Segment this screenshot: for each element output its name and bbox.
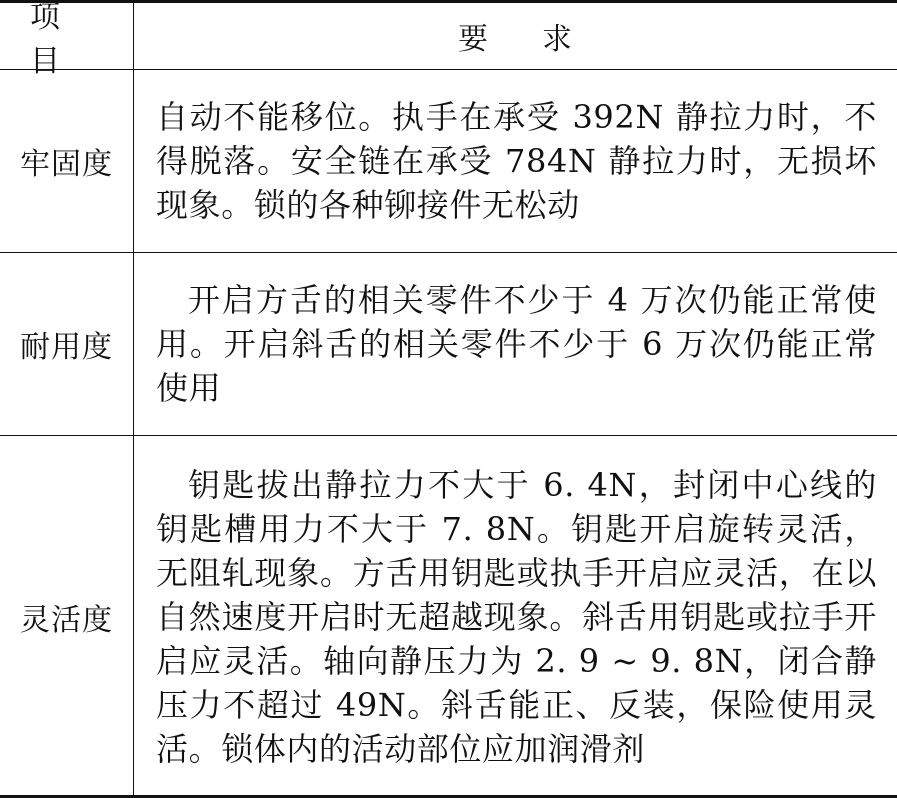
row-label: 灵活度 xyxy=(20,603,113,638)
row-requirement-cell xyxy=(156,70,877,252)
column-divider xyxy=(133,436,134,798)
table-header-row xyxy=(0,0,897,79)
header-requirement: 要求 xyxy=(458,22,626,57)
row-requirement-cell xyxy=(156,253,877,435)
table-row xyxy=(0,252,897,435)
row-requirement-cell xyxy=(156,436,877,798)
row-requirement-text: 开启方舌的相关零件不少于 4 万次仍能正常使用。开启斜舌的相关零件不少于 6 万次仍能正常使用 xyxy=(156,281,877,407)
row-label: 牢固度 xyxy=(20,147,113,182)
row-requirement-text: 自动不能移位。执手在承受 392N 静拉力时，不得脱落。安全链在承受 784N 静拉力时，无损坏现象。锁的各种铆接件无松动 xyxy=(156,98,877,224)
table-row xyxy=(0,435,897,798)
row-requirement-text: 钥匙拔出静拉力不大于 6. 4N，封闭中心线的钥匙槽用力不大于 7. 8N。钥匙开启旋转灵活，无阻轧现象。方舌用钥匙或执手开启应灵活，在以自然速度开启时无超越现象。斜舌用钥匙或拉手开启应灵活。轴向静压力为 2. 9 ~ 9. 8N，闭合静压力不超过 49N。斜舌能正、反装，保险使用灵活。锁体内的活动部位应加润滑剂 xyxy=(156,466,877,768)
row-label: 耐用度 xyxy=(20,330,113,365)
column-divider xyxy=(133,253,134,435)
header-item: 项目 xyxy=(30,0,90,79)
column-divider xyxy=(133,70,134,252)
table-row xyxy=(0,69,897,252)
